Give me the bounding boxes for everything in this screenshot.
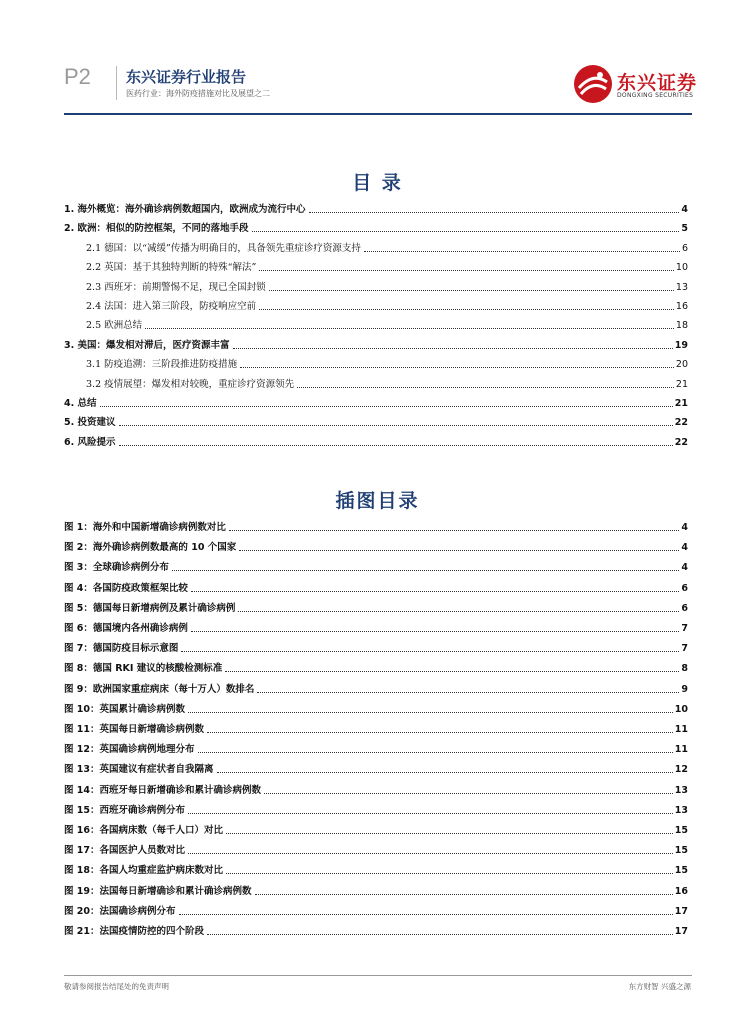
figure-entry[interactable] — [64, 680, 688, 696]
dot-leader — [181, 651, 679, 652]
figure-entry[interactable] — [64, 781, 688, 797]
entry-page-number: 17 — [674, 905, 688, 917]
entry-label: 2.3 西班牙：前期警惕不足，现已全国封锁 — [86, 281, 266, 293]
entry-label: 2.1 德国：以“减缓”传播为明确目的，具备领先重症诊疗资源支持 — [86, 242, 361, 254]
figure-entry[interactable] — [64, 882, 688, 898]
entry-page-number: 8 — [681, 663, 688, 675]
dot-leader — [297, 387, 674, 388]
toc-entry[interactable] — [64, 433, 688, 449]
entry-label: 图 8：德国 RKI 建议的核酸检测标准 — [64, 663, 223, 675]
entry-label: 图 9：欧洲国家重症病床（每十万人）数排名 — [64, 683, 255, 695]
entry-page-number: 18 — [675, 320, 688, 332]
dot-leader — [233, 348, 673, 349]
figure-entry[interactable] — [64, 801, 688, 817]
entry-label: 图 2：海外确诊病例数最高的 10 个国家 — [64, 542, 237, 554]
dot-leader — [264, 793, 673, 794]
entry-label: 图 12：英国确诊病例地理分布 — [64, 744, 195, 756]
toc-entry[interactable] — [64, 336, 688, 352]
dot-leader — [198, 752, 673, 753]
dot-leader — [226, 873, 673, 874]
entry-label: 4. 总结 — [64, 398, 97, 409]
dot-leader — [207, 732, 673, 733]
entry-label: 3.2 疫情展望：爆发相对较晚，重症诊疗资源领先 — [86, 378, 295, 390]
entry-label: 图 20：法国确诊病例分布 — [64, 905, 176, 917]
company-logo — [573, 64, 703, 104]
entry-page-number: 15 — [674, 865, 688, 877]
toc-entry[interactable] — [64, 258, 688, 274]
entry-page-number: 9 — [681, 683, 688, 695]
figures-heading: 插图目录 — [335, 490, 420, 512]
entry-label: 图 4：各国防疫政策框架比较 — [64, 582, 188, 594]
entry-page-number: 6 — [681, 242, 688, 254]
dot-leader — [238, 611, 679, 612]
entry-label: 2.5 欧洲总结 — [86, 320, 143, 332]
dot-leader — [269, 290, 674, 291]
dot-leader — [364, 251, 680, 252]
page-header — [0, 0, 755, 118]
report-subtitle: 医药行业：海外防疫措施对比及展望之二 — [126, 89, 270, 98]
dot-leader — [217, 772, 673, 773]
footer-disclaimer: 敬请参阅报告结尾处的免责声明 — [64, 982, 169, 991]
figure-entry[interactable] — [64, 821, 688, 837]
footer-rule — [64, 975, 692, 976]
dot-leader — [119, 445, 673, 446]
entry-page-number: 4 — [681, 542, 688, 554]
entry-page-number: 21 — [674, 398, 688, 409]
figure-entry[interactable] — [64, 619, 688, 635]
toc-entry[interactable] — [64, 375, 688, 391]
entry-page-number: 13 — [674, 804, 688, 816]
entry-label: 3. 美国：爆发相对滞后，医疗资源丰富 — [64, 339, 230, 351]
entry-label: 图 6：德国境内各州确诊病例 — [64, 623, 188, 634]
entry-page-number: 19 — [674, 339, 688, 351]
dot-leader — [172, 570, 679, 571]
figure-entry[interactable] — [64, 902, 688, 918]
dot-leader — [179, 914, 673, 915]
entry-label: 图 11：英国每日新增确诊病例数 — [64, 724, 205, 735]
dot-leader — [207, 934, 673, 935]
figure-entry[interactable] — [64, 659, 688, 675]
dot-leader — [119, 425, 673, 426]
entry-page-number: 5 — [681, 223, 688, 235]
entry-label: 图 15：西班牙确诊病例分布 — [64, 804, 186, 816]
logo-subtext: DONGXING SECURITIES — [617, 92, 694, 99]
figure-entry[interactable] — [64, 538, 688, 554]
header-divider — [116, 66, 117, 100]
entry-label: 图 21：法国疫情防控的四个阶段 — [64, 926, 205, 937]
entry-page-number: 7 — [681, 623, 688, 634]
dot-leader — [255, 894, 673, 895]
figure-entry[interactable] — [64, 700, 688, 716]
entry-label: 1. 海外概览：海外确诊病例数超国内，欧洲成为流行中心 — [64, 204, 306, 215]
entry-page-number: 13 — [674, 784, 688, 796]
entry-page-number: 4 — [681, 522, 688, 533]
toc-entry[interactable] — [64, 239, 688, 255]
entry-page-number: 15 — [674, 825, 688, 836]
entry-page-number: 16 — [675, 301, 688, 312]
entry-page-number: 11 — [674, 724, 688, 735]
dot-leader — [229, 530, 679, 531]
entry-label: 图 13：英国建议有症状者自我隔离 — [64, 764, 214, 776]
figure-entry[interactable] — [64, 599, 688, 615]
dot-leader — [145, 328, 674, 329]
dot-leader — [257, 692, 679, 693]
toc-entry[interactable] — [64, 219, 688, 235]
entry-page-number: 20 — [675, 359, 688, 371]
toc-entry[interactable] — [64, 355, 688, 371]
dot-leader — [240, 367, 674, 368]
entry-label: 6. 风险提示 — [64, 436, 116, 448]
report-title: 东兴证券行业报告 — [126, 68, 247, 86]
entry-label: 图 16：各国病床数（每千人口）对比 — [64, 825, 224, 836]
toc-entry[interactable] — [64, 413, 688, 429]
figure-entry[interactable] — [64, 861, 688, 877]
entry-page-number: 6 — [681, 602, 688, 614]
dot-leader — [188, 712, 673, 713]
figure-entry[interactable] — [64, 639, 688, 655]
toc-entry[interactable] — [64, 394, 688, 410]
dot-leader — [309, 212, 680, 213]
dot-leader — [259, 309, 674, 310]
entry-page-number: 10 — [674, 703, 688, 715]
figure-entry[interactable] — [64, 760, 688, 776]
dot-leader — [226, 833, 673, 834]
dot-leader — [252, 231, 680, 232]
entry-label: 图 1：海外和中国新增确诊病例数对比 — [64, 522, 226, 533]
page-number: P2 — [64, 64, 91, 89]
entry-label: 图 18：各国人均重症监护病床数对比 — [64, 865, 224, 877]
entry-page-number: 17 — [674, 926, 688, 937]
entry-page-number: 7 — [681, 643, 688, 655]
figure-entry[interactable] — [64, 518, 688, 534]
entry-label: 3.1 防疫追溯：三阶段推进防疫措施 — [86, 359, 238, 371]
entry-page-number: 22 — [674, 417, 688, 429]
dot-leader — [225, 671, 679, 672]
footer-slogan: 东方财智 兴盛之源 — [628, 982, 691, 991]
dot-leader — [188, 813, 673, 814]
entry-page-number: 4 — [681, 204, 688, 215]
dot-leader — [239, 550, 679, 551]
dot-leader — [188, 853, 673, 854]
dot-leader — [191, 631, 679, 632]
dot-leader — [100, 406, 673, 407]
entry-label: 图 5：德国每日新增病例及累计确诊病例 — [64, 602, 236, 614]
logo-text: 东兴证券 — [617, 72, 698, 94]
entry-label: 5. 投资建议 — [64, 417, 116, 429]
entry-label: 图 7：德国防疫目标示意图 — [64, 643, 179, 655]
entry-label: 图 3：全球确诊病例分布 — [64, 562, 169, 574]
toc-entry[interactable] — [64, 200, 688, 216]
header-rule — [64, 113, 692, 115]
toc-entry[interactable] — [64, 297, 688, 313]
dot-leader — [259, 270, 674, 271]
entry-page-number: 21 — [675, 378, 688, 390]
entry-page-number: 10 — [675, 262, 688, 274]
figure-entry[interactable] — [64, 720, 688, 736]
entry-page-number: 6 — [681, 582, 688, 594]
entry-page-number: 15 — [674, 845, 688, 857]
entry-page-number: 4 — [681, 562, 688, 574]
entry-label: 2. 欧洲：相似的防控框架，不同的落地手段 — [64, 223, 249, 235]
entry-label: 图 19：法国每日新增确诊和累计确诊病例数 — [64, 885, 252, 897]
dot-leader — [191, 591, 679, 592]
entry-page-number: 11 — [674, 744, 688, 756]
toc-entry[interactable] — [64, 316, 688, 332]
entry-page-number: 12 — [674, 764, 688, 776]
figure-entry[interactable] — [64, 841, 688, 857]
toc-entry[interactable] — [64, 278, 688, 294]
entry-label: 图 17：各国医护人员数对比 — [64, 845, 186, 857]
entry-page-number: 22 — [674, 436, 688, 448]
entry-label: 2.4 法国：进入第三阶段，防疫响应空前 — [86, 301, 257, 312]
toc-heading: 目 录 — [352, 172, 403, 194]
logo-mark-icon — [573, 64, 613, 104]
figure-entry[interactable] — [64, 922, 688, 938]
figure-entry[interactable] — [64, 558, 688, 574]
figure-entry[interactable] — [64, 740, 688, 756]
entry-label: 图 14：西班牙每日新增确诊和累计确诊病例数 — [64, 784, 262, 796]
figure-entry[interactable] — [64, 579, 688, 595]
entry-page-number: 16 — [674, 885, 688, 897]
entry-page-number: 13 — [675, 281, 688, 293]
entry-label: 2.2 英国：基于其独特判断的特殊“解法” — [86, 262, 257, 274]
entry-label: 图 10：英国累计确诊病例数 — [64, 703, 186, 715]
